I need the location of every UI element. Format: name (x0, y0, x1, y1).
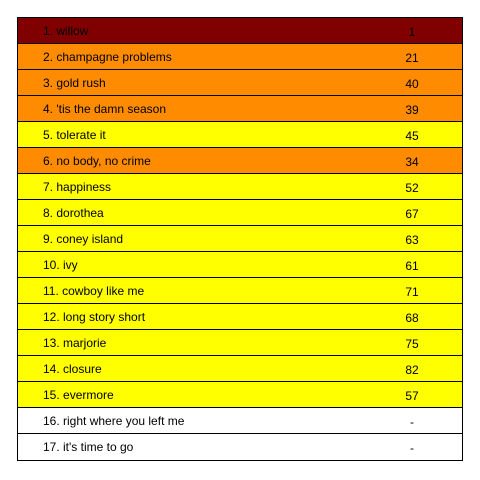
table-row (18, 44, 462, 70)
song-rank: 75 (405, 337, 419, 351)
song-title: 14. closure (43, 362, 102, 376)
table-row (18, 70, 462, 96)
song-rank: 61 (405, 259, 419, 273)
song-title: 1. willow (43, 24, 89, 38)
song-rank: 82 (405, 363, 419, 377)
song-title: 16. right where you left me (43, 414, 185, 428)
song-title: 8. dorothea (43, 206, 104, 220)
table-row (18, 382, 462, 408)
song-rank: 39 (405, 103, 419, 117)
song-rank: 34 (405, 155, 419, 169)
song-title: 7. happiness (43, 180, 112, 194)
table-row (18, 252, 462, 278)
song-rank: 52 (405, 181, 419, 195)
song-title: 6. no body, no crime (43, 154, 151, 168)
table-row (18, 18, 462, 44)
table-row (18, 356, 462, 382)
song-rank: 21 (405, 51, 419, 65)
song-title: 11. cowboy like me (43, 284, 145, 298)
song-rank: - (410, 415, 414, 429)
table-row (18, 174, 462, 200)
table-row (18, 226, 462, 252)
song-title: 2. champagne problems (43, 50, 172, 64)
table-row (18, 408, 462, 434)
song-title: 17. it's time to go (43, 440, 134, 454)
song-rank: - (410, 441, 414, 455)
table-row (18, 96, 462, 122)
song-title: 15. evermore (43, 388, 114, 402)
song-title: 3. gold rush (43, 76, 106, 90)
table-row (18, 200, 462, 226)
song-rank: 67 (405, 207, 419, 221)
song-rank: 57 (405, 389, 419, 403)
song-title: 4. 'tis the damn season (43, 102, 167, 116)
song-rank: 63 (405, 233, 419, 247)
table-row (18, 434, 462, 460)
song-title: 5. tolerate it (43, 128, 106, 142)
song-title: 13. marjorie (43, 336, 107, 350)
song-rank-table (17, 17, 463, 461)
table-row (18, 148, 462, 174)
song-rank: 68 (405, 311, 419, 325)
song-title: 10. ivy (43, 258, 78, 272)
song-rank: 45 (405, 129, 419, 143)
table-row (18, 330, 462, 356)
song-rank: 71 (405, 285, 419, 299)
song-rank: 40 (405, 77, 419, 91)
table-row (18, 278, 462, 304)
song-rank: 1 (408, 25, 416, 39)
table-row (18, 304, 462, 330)
table-row (18, 122, 462, 148)
song-title: 9. coney island (43, 232, 124, 246)
song-title: 12. long story short (43, 310, 146, 324)
